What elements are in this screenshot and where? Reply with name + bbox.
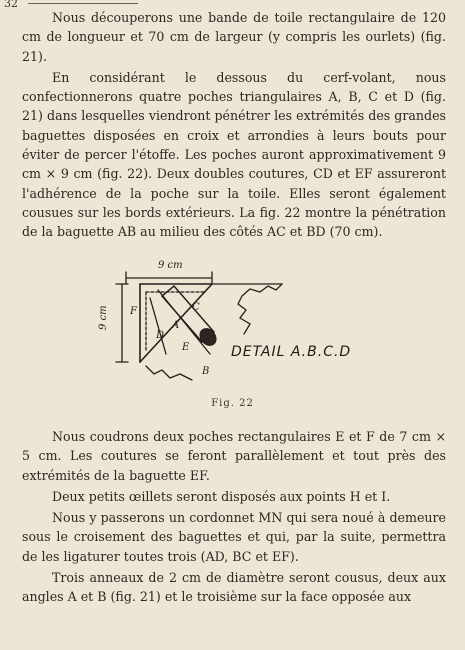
detail-label: DETAIL A.B.C.D bbox=[231, 344, 352, 360]
label-A: A bbox=[172, 320, 180, 331]
paragraph: Nous découperons une bande de toile rectangulaire de 120 cm de longueur et 70 cm de largeur (y compris les ourlets) (fig. 21). bbox=[22, 10, 446, 64]
top-rule bbox=[28, 3, 138, 4]
figure-caption: Fig. 22 bbox=[211, 398, 254, 409]
pocket-detail-drawing bbox=[100, 246, 380, 396]
figure-22 bbox=[100, 246, 380, 416]
paragraph: En considérant le dessous du cerf-volant, nous confectionnerons quatre poches triangulaires A, B, C et D (fig. 21) dans lesquelles viendront pénétrer les extrémités des grandes baguettes disposées en croix et arrondies à leurs bouts pour éviter de percer l'étoffe. Les poches auront approximativement 9 cm × 9 cm (fig. 22). Deux doubles coutures, CD et EF assureront l'adhérence de la poche sur la toile. Elles seront également cousues sur les bords extérieurs. La fig. 22 montre la pénétration de la baguette AB au milieu des côtés AC et BD (70 cm). bbox=[22, 69, 446, 240]
fabric-torn-edge bbox=[238, 284, 282, 334]
label-B: B bbox=[202, 366, 210, 377]
paragraph: Trois anneaux de 2 cm de diamètre seront cousus, deux aux angles A et B (fig. 21) et le troisième sur la face opposée aux bbox=[22, 570, 446, 605]
paragraph: Nous y passerons un cordonnet MN qui sera noué à demeure sous le croisement des baguettes et qui, par la suite, permettra de les ligaturer toutes trois (AD, BC et EF). bbox=[22, 510, 446, 564]
dim-label-top: 9 cm bbox=[158, 260, 183, 271]
label-C: C bbox=[192, 302, 200, 313]
page-number: 32 bbox=[4, 0, 18, 10]
label-D: D bbox=[156, 330, 165, 341]
text-block-bottom bbox=[22, 427, 446, 609]
label-F: F bbox=[130, 306, 137, 317]
dim-label-left: 9 cm bbox=[98, 305, 109, 330]
paragraph: Nous coudrons deux poches rectangulaires E et F de 7 cm × 5 cm. Les coutures se feront parallèlement et tout près des extrémités de la baguette EF. bbox=[22, 429, 446, 483]
label-E: E bbox=[182, 342, 190, 353]
text-block-top bbox=[22, 8, 446, 244]
paragraph: Deux petits œillets seront disposés aux points H et I. bbox=[52, 488, 391, 504]
fabric-lower-edge bbox=[146, 366, 192, 380]
baguette-end bbox=[197, 326, 219, 349]
